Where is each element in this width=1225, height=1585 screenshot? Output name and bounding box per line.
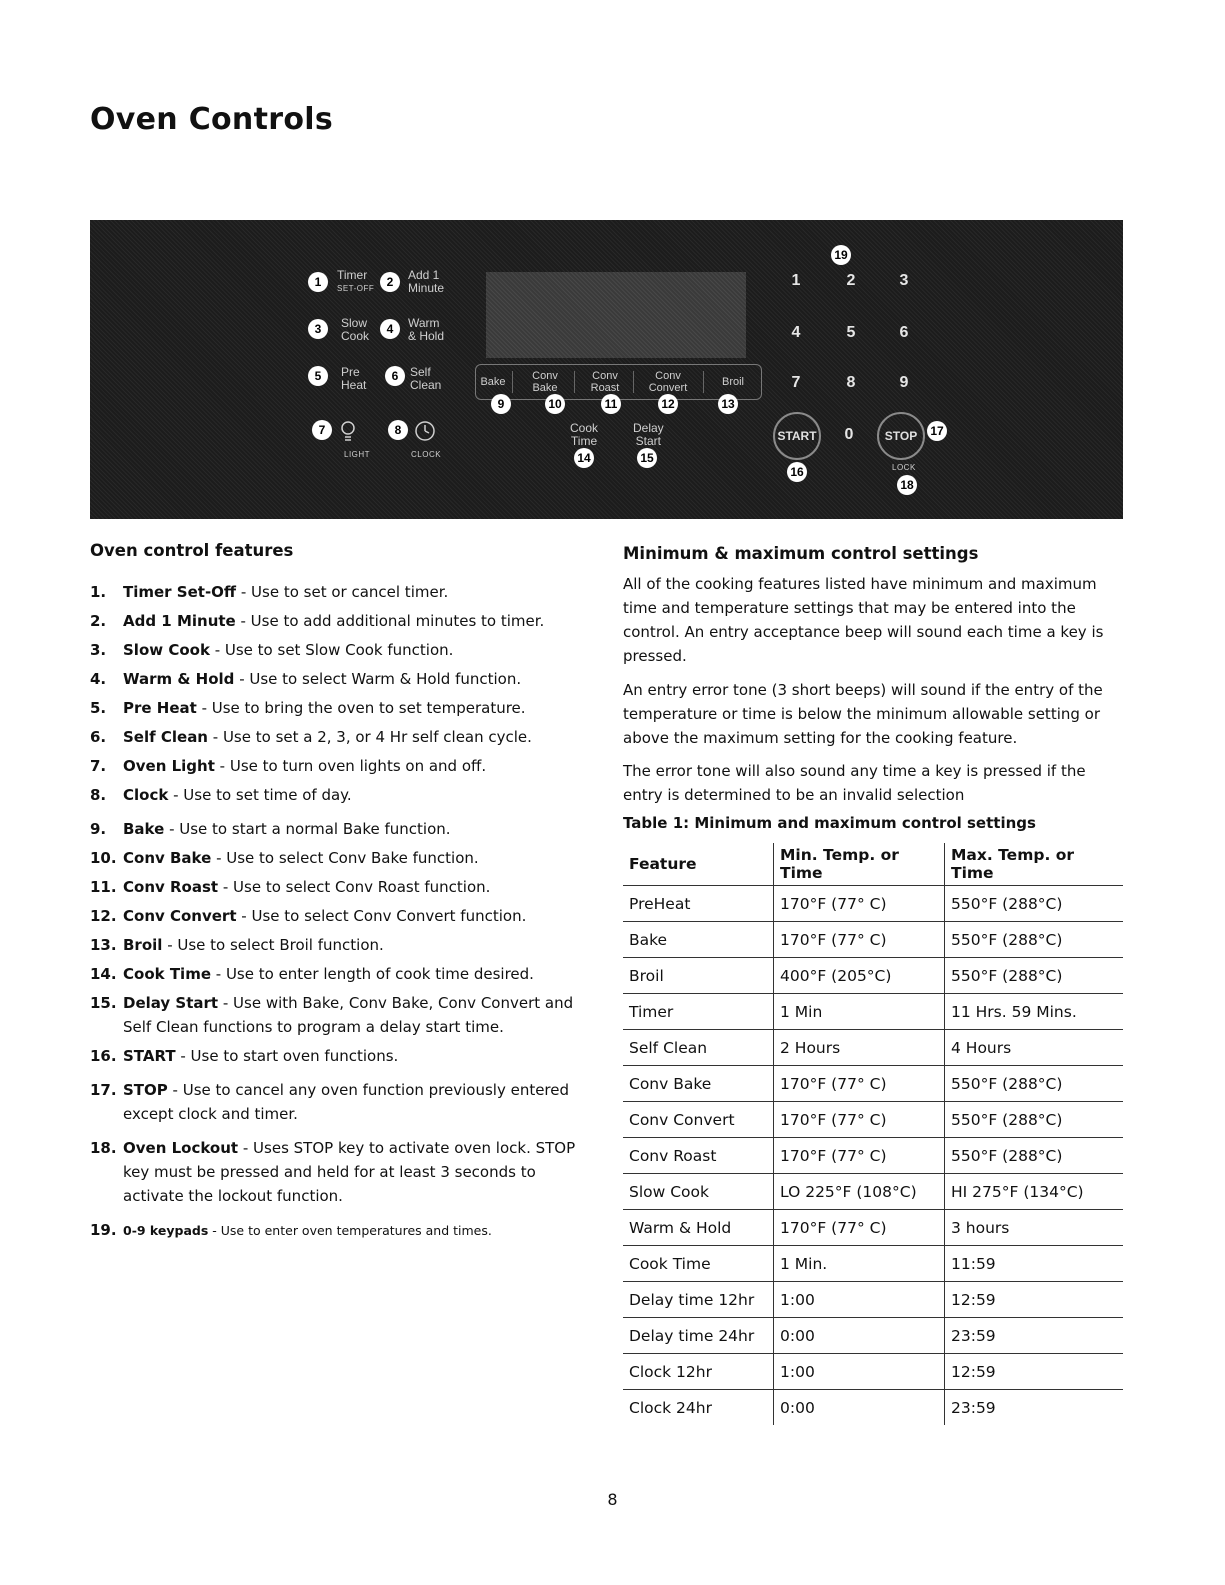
table-cell: 550°F (288°C) [945, 1066, 1124, 1102]
list-item: 4. Warm & Hold - Use to select Warm & Hold function. [90, 670, 522, 688]
table-row [623, 1066, 1123, 1102]
table-row [623, 1030, 1123, 1066]
callout-badge: 3 [308, 319, 328, 339]
table-cell: 550°F (288°C) [945, 1102, 1124, 1138]
clock-key-label: CLOCK [411, 450, 442, 459]
table-cell: Self Clean [623, 1030, 774, 1066]
table-cell: 1:00 [774, 1282, 945, 1318]
digit-key: 4 [791, 324, 801, 341]
column-header: Max. Temp. or Time [945, 843, 1124, 886]
callout-badge: 17 [927, 421, 947, 441]
timer-key: Timer SET-OFF [337, 268, 375, 293]
digit-key: 0 [844, 426, 854, 443]
bake-key: Bake [480, 376, 506, 388]
table-row [623, 994, 1123, 1030]
self-clean-key: Self Clean [410, 365, 442, 392]
control-panel-image [90, 220, 1123, 519]
table-cell: 550°F (288°C) [945, 886, 1124, 922]
table-cell: LO 225°F (108°C) [774, 1174, 945, 1210]
digit-key: 3 [899, 272, 909, 289]
table-cell: 170°F (77° C) [774, 1138, 945, 1174]
digit-key: 5 [846, 324, 856, 341]
table-header-row [623, 843, 1123, 886]
digit-key: 7 [791, 374, 801, 391]
table-row [623, 922, 1123, 958]
delay-start-key: Delay Start [633, 421, 664, 448]
table-row [623, 1210, 1123, 1246]
table-cell: 0:00 [774, 1390, 945, 1426]
table-cell: Conv Convert [623, 1102, 774, 1138]
column-header: Feature [623, 843, 774, 886]
table-cell: Slow Cook [623, 1174, 774, 1210]
table-cell: 11 Hrs. 59 Mins. [945, 994, 1124, 1030]
list-item: 5. Pre Heat - Use to bring the oven to set temperature. [90, 699, 526, 717]
lock-label: LOCK [892, 463, 916, 472]
add-minute-key: Add 1 Minute [408, 268, 445, 295]
table-cell: 170°F (77° C) [774, 886, 945, 922]
stop-key: STOP [877, 412, 925, 460]
table-cell: 550°F (288°C) [945, 1138, 1124, 1174]
digit-key: 6 [899, 324, 909, 341]
list-item: 14. Cook Time - Use to enter length of cook time desired. [90, 965, 534, 983]
table-cell: 23:59 [945, 1318, 1124, 1354]
callout-badge: 16 [787, 462, 807, 482]
list-item: 17. STOP - Use to cancel any oven function previously entered except clock and timer. [90, 1081, 570, 1123]
digit-key: 9 [899, 374, 909, 391]
list-item: 6. Self Clean - Use to set a 2, 3, or 4 Hr self clean cycle. [90, 728, 532, 746]
light-key-label: LIGHT [344, 450, 371, 459]
table-cell: Bake [623, 922, 774, 958]
list-item: 2. Add 1 Minute - Use to add additional minutes to timer. [90, 612, 545, 630]
list-item: 19. 0-9 keypads - Use to enter oven temperatures and times. [90, 1221, 492, 1239]
table-cell: 1 Min. [774, 1246, 945, 1282]
list-item: 15. Delay Start - Use with Bake, Conv Bake, Conv Convert and Self Clean functions to program a delay start time. [90, 994, 574, 1036]
column-header: Min. Temp. or Time [774, 843, 945, 886]
list-item: 11. Conv Roast - Use to select Conv Roast function. [90, 878, 491, 896]
table-cell: Timer [623, 994, 774, 1030]
callout-badge: 19 [831, 245, 851, 265]
callout-badge: 4 [380, 319, 400, 339]
table-cell: 3 hours [945, 1210, 1124, 1246]
digit-key: 2 [846, 272, 856, 289]
table-cell: 1 Min [774, 994, 945, 1030]
table-row [623, 886, 1123, 922]
settings-paragraph-1: All of the cooking features listed have minimum and maximum time and temperature settings that may be entered into the control. An entry acceptance beep will sound each time a key is pressed. [623, 575, 1104, 665]
table-row [623, 1246, 1123, 1282]
callout-badge: 1 [308, 272, 328, 292]
callout-badge: 8 [388, 420, 408, 440]
settings-heading: Minimum & maximum control settings [623, 544, 979, 563]
table-cell: Warm & Hold [623, 1210, 774, 1246]
table-row [623, 1318, 1123, 1354]
callout-badge: 15 [637, 448, 657, 468]
digit-key: 8 [846, 374, 856, 391]
list-item: 8. Clock - Use to set time of day. [90, 786, 352, 804]
callout-badge: 14 [574, 448, 594, 468]
table-cell: PreHeat [623, 886, 774, 922]
list-item: 18. Oven Lockout - Uses STOP key to activate oven lock. STOP key must be pressed and held for at least 3 seconds to activate the lockout function. [90, 1139, 576, 1205]
settings-paragraph-2: An entry error tone (3 short beeps) will sound if the entry of the temperature or time is below the minimum allowable setting or above the maximum setting for the cooking feature. [623, 681, 1103, 747]
table-cell: 2 Hours [774, 1030, 945, 1066]
cook-time-key: Cook Time [570, 421, 599, 448]
page-title: Oven Controls [90, 102, 333, 137]
broil-key: Broil [721, 376, 744, 388]
table-cell: 12:59 [945, 1282, 1124, 1318]
table-cell: 1:00 [774, 1354, 945, 1390]
table-cell: 170°F (77° C) [774, 1066, 945, 1102]
cooking-mode-bar [475, 364, 762, 400]
table-row [623, 1282, 1123, 1318]
callout-badge: 11 [601, 394, 621, 414]
table-row [623, 1174, 1123, 1210]
table-cell: 550°F (288°C) [945, 922, 1124, 958]
features-list [90, 580, 590, 1243]
table-cell: 400°F (205°C) [774, 958, 945, 994]
table-row [623, 1138, 1123, 1174]
table-row [623, 1354, 1123, 1390]
table-cell: HI 275°F (134°C) [945, 1174, 1124, 1210]
conv-bake-key: Conv Bake [532, 370, 558, 394]
warm-hold-key: Warm & Hold [408, 316, 445, 343]
table-cell: 12:59 [945, 1354, 1124, 1390]
callout-badge: 6 [385, 366, 405, 386]
table-cell: 170°F (77° C) [774, 1102, 945, 1138]
callout-badge: 13 [718, 394, 738, 414]
callout-badge: 12 [658, 394, 678, 414]
table-cell: Broil [623, 958, 774, 994]
settings-paragraph-3: The error tone will also sound any time a key is pressed if the entry is determined to be an invalid selection [623, 762, 1086, 804]
table-cell: Clock 12hr [623, 1354, 774, 1390]
light-bulb-icon [338, 420, 358, 444]
table-cell: 23:59 [945, 1390, 1124, 1426]
table-cell: Delay time 24hr [623, 1318, 774, 1354]
callout-badge: 2 [380, 272, 400, 292]
table-row [623, 1390, 1123, 1426]
callout-badge: 7 [312, 420, 332, 440]
start-key: START [773, 412, 821, 460]
callout-badge: 18 [897, 475, 917, 495]
conv-convert-key: Conv Convert [648, 370, 688, 394]
callout-badge: 9 [491, 394, 511, 414]
list-item: 3. Slow Cook - Use to set Slow Cook function. [90, 641, 454, 659]
conv-roast-key: Conv Roast [590, 370, 620, 394]
table-cell: Delay time 12hr [623, 1282, 774, 1318]
callout-badge: 10 [545, 394, 565, 414]
table-row [623, 958, 1123, 994]
list-item: 1. Timer Set-Off - Use to set or cancel timer. [90, 583, 449, 601]
table-cell: 11:59 [945, 1246, 1124, 1282]
table-cell: 170°F (77° C) [774, 922, 945, 958]
display-window [486, 272, 746, 358]
table-cell: Conv Bake [623, 1066, 774, 1102]
table-caption: Table 1: Minimum and maximum control settings [623, 814, 1036, 832]
features-heading: Oven control features [90, 541, 294, 560]
table-cell: 0:00 [774, 1318, 945, 1354]
table-cell: 550°F (288°C) [945, 958, 1124, 994]
list-item: 16. START - Use to start oven functions. [90, 1047, 399, 1065]
digit-key: 1 [791, 272, 801, 289]
list-item: 9. Bake - Use to start a normal Bake function. [90, 820, 451, 838]
table-cell: 170°F (77° C) [774, 1210, 945, 1246]
settings-table [623, 843, 1123, 1425]
table-cell: Cook Time [623, 1246, 774, 1282]
table-cell: Conv Roast [623, 1138, 774, 1174]
table-row [623, 1102, 1123, 1138]
clock-icon [414, 420, 436, 442]
pre-heat-key: Pre Heat [341, 365, 367, 392]
list-item: 10. Conv Bake - Use to select Conv Bake function. [90, 849, 479, 867]
list-item: 13. Broil - Use to select Broil function. [90, 936, 384, 954]
slow-cook-key: Slow Cook [341, 316, 370, 343]
table-cell: Clock 24hr [629, 1398, 712, 1417]
callout-badge: 5 [308, 366, 328, 386]
list-item: 7. Oven Light - Use to turn oven lights on and off. [90, 757, 487, 775]
list-item: 12. Conv Convert - Use to select Conv Convert function. [90, 907, 527, 925]
table-cell: 4 Hours [945, 1030, 1124, 1066]
page-number: 8 [607, 1490, 618, 1509]
